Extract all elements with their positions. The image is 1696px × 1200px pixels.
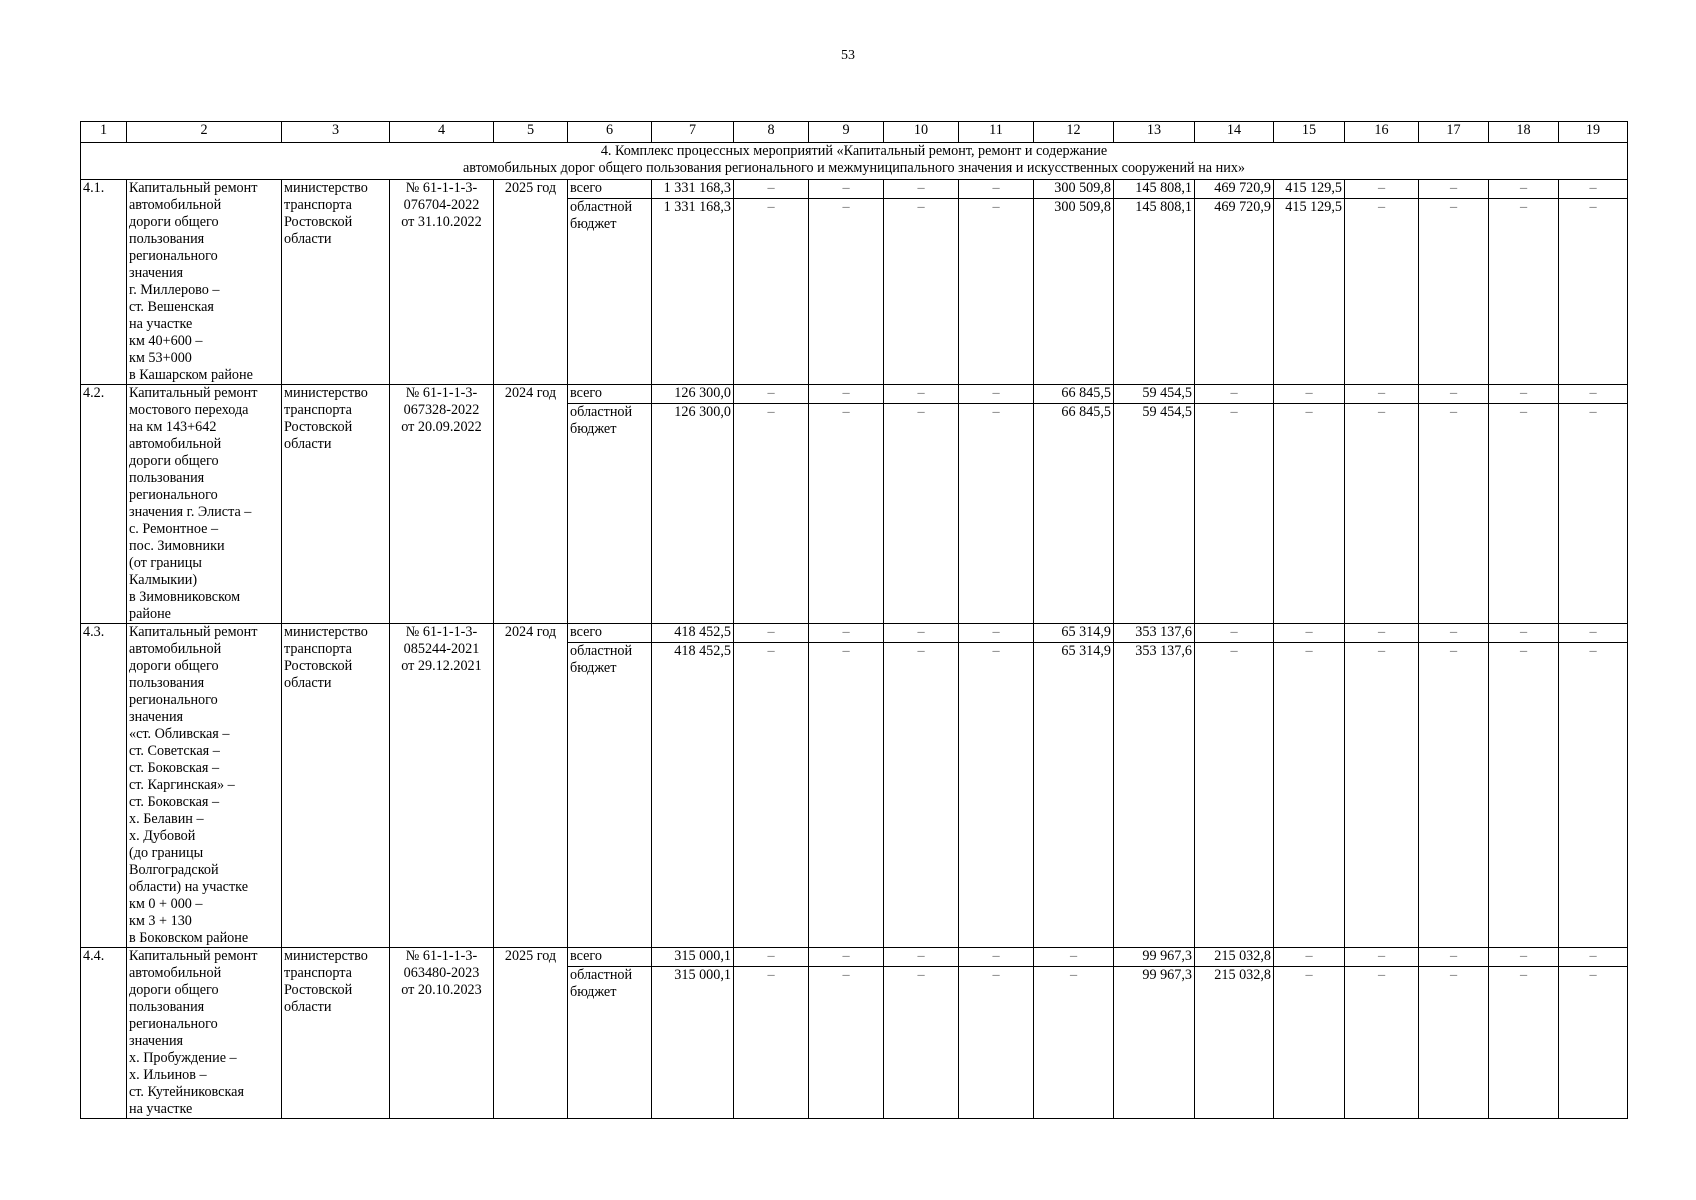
empty-value: – xyxy=(1419,643,1489,948)
amount-value: 99 967,3 xyxy=(1114,948,1195,967)
table-row-total xyxy=(81,180,1628,199)
empty-value: – xyxy=(734,643,809,948)
item-year: 2025 год xyxy=(494,948,568,1119)
item-name: Капитальный ремонт автомобильной дороги общего пользования регионального значения г. Миллерово – ст. Вешенская на участке км 40+600 – км 53+000 в Кашарском районе xyxy=(127,180,282,385)
empty-value: – xyxy=(884,643,959,948)
column-number-row xyxy=(81,122,1628,143)
empty-value: – xyxy=(1345,624,1419,643)
item-executor: министерство транспорта Ростовской области xyxy=(282,180,390,385)
empty-value: – xyxy=(884,385,959,404)
amount-value: 99 967,3 xyxy=(1114,967,1195,1119)
empty-value: – xyxy=(1559,385,1628,404)
amount-value: 66 845,5 xyxy=(1034,404,1114,624)
column-header: 2 xyxy=(127,122,282,143)
empty-value: – xyxy=(1489,967,1559,1119)
column-header: 3 xyxy=(282,122,390,143)
empty-value: – xyxy=(1195,643,1274,948)
empty-value: – xyxy=(1559,967,1628,1119)
amount-value: 1 331 168,3 xyxy=(652,199,734,385)
amount-value: 1 331 168,3 xyxy=(652,180,734,199)
funding-source: всего xyxy=(568,948,652,967)
amount-value: 215 032,8 xyxy=(1195,948,1274,967)
empty-value: – xyxy=(1489,624,1559,643)
column-header: 1 xyxy=(81,122,127,143)
empty-value: – xyxy=(1345,180,1419,199)
column-header: 8 xyxy=(734,122,809,143)
empty-value: – xyxy=(1489,643,1559,948)
column-header: 11 xyxy=(959,122,1034,143)
empty-value: – xyxy=(884,948,959,967)
item-name: Капитальный ремонт автомобильной дороги общего пользования регионального значения х. Пробуждение – х. Ильинов – ст. Кутейниковская на участке xyxy=(127,948,282,1119)
item-number: 4.3. xyxy=(81,624,127,948)
empty-value: – xyxy=(734,199,809,385)
amount-value: 300 509,8 xyxy=(1034,180,1114,199)
funding-source: областной бюджет xyxy=(568,404,652,624)
empty-value: – xyxy=(1419,967,1489,1119)
column-header: 7 xyxy=(652,122,734,143)
empty-value: – xyxy=(734,624,809,643)
column-header: 14 xyxy=(1195,122,1274,143)
amount-value: 65 314,9 xyxy=(1034,643,1114,948)
empty-value: – xyxy=(959,385,1034,404)
empty-value: – xyxy=(1274,967,1345,1119)
empty-value: – xyxy=(1419,948,1489,967)
empty-value: – xyxy=(1195,385,1274,404)
item-year: 2024 год xyxy=(494,385,568,624)
amount-value: 145 808,1 xyxy=(1114,199,1195,385)
column-header: 5 xyxy=(494,122,568,143)
empty-value: – xyxy=(959,948,1034,967)
amount-value: 353 137,6 xyxy=(1114,624,1195,643)
empty-value: – xyxy=(1419,180,1489,199)
item-number: 4.1. xyxy=(81,180,127,385)
section-row xyxy=(81,143,1628,180)
empty-value: – xyxy=(1419,385,1489,404)
item-executor: министерство транспорта Ростовской области xyxy=(282,385,390,624)
empty-value: – xyxy=(734,404,809,624)
empty-value: – xyxy=(1559,643,1628,948)
empty-value: – xyxy=(734,385,809,404)
column-header: 16 xyxy=(1345,122,1419,143)
empty-value: – xyxy=(884,180,959,199)
item-executor: министерство транспорта Ростовской области xyxy=(282,624,390,948)
column-header: 6 xyxy=(568,122,652,143)
empty-value: – xyxy=(1274,385,1345,404)
empty-value: – xyxy=(959,199,1034,385)
amount-value: 469 720,9 xyxy=(1195,199,1274,385)
empty-value: – xyxy=(1559,404,1628,624)
funding-source: областной бюджет xyxy=(568,967,652,1119)
column-header: 9 xyxy=(809,122,884,143)
item-document: № 61-1-1-3- 067328-2022 от 20.09.2022 xyxy=(390,385,494,624)
empty-value: – xyxy=(1559,948,1628,967)
empty-value: – xyxy=(1345,948,1419,967)
empty-value: – xyxy=(1489,199,1559,385)
table-row-total xyxy=(81,624,1628,643)
empty-value: – xyxy=(809,643,884,948)
amount-value: 315 000,1 xyxy=(652,948,734,967)
column-header: 12 xyxy=(1034,122,1114,143)
item-document: № 61-1-1-3- 063480-2023 от 20.10.2023 xyxy=(390,948,494,1119)
item-document: № 61-1-1-3- 085244-2021 от 29.12.2021 xyxy=(390,624,494,948)
empty-value: – xyxy=(959,643,1034,948)
funding-source: всего xyxy=(568,385,652,404)
empty-value: – xyxy=(1345,199,1419,385)
empty-value: – xyxy=(809,967,884,1119)
page-number: 53 xyxy=(841,48,855,63)
funding-source: областной бюджет xyxy=(568,199,652,385)
item-document: № 61-1-1-3- 076704-2022 от 31.10.2022 xyxy=(390,180,494,385)
empty-value: – xyxy=(884,624,959,643)
empty-value: – xyxy=(1419,404,1489,624)
empty-value: – xyxy=(1345,385,1419,404)
amount-value: 415 129,5 xyxy=(1274,180,1345,199)
empty-value: – xyxy=(1489,180,1559,199)
empty-value: – xyxy=(884,404,959,624)
empty-value: – xyxy=(809,624,884,643)
empty-value: – xyxy=(884,967,959,1119)
empty-value: – xyxy=(1034,948,1114,967)
item-executor: министерство транспорта Ростовской области xyxy=(282,948,390,1119)
amount-value: 145 808,1 xyxy=(1114,180,1195,199)
empty-value: – xyxy=(809,948,884,967)
section-title: 4. Комплекс процессных мероприятий «Капитальный ремонт, ремонт и содержание автомобильных дорог общего пользования регионального и межмуниципального значения и искусственных сооружений на них» xyxy=(81,143,1628,180)
empty-value: – xyxy=(1489,404,1559,624)
empty-value: – xyxy=(884,199,959,385)
empty-value: – xyxy=(959,624,1034,643)
column-header: 18 xyxy=(1489,122,1559,143)
item-year: 2025 год xyxy=(494,180,568,385)
empty-value: – xyxy=(1034,967,1114,1119)
empty-value: – xyxy=(809,180,884,199)
amount-value: 418 452,5 xyxy=(652,643,734,948)
empty-value: – xyxy=(734,967,809,1119)
funding-source: областной бюджет xyxy=(568,643,652,948)
empty-value: – xyxy=(1419,199,1489,385)
amount-value: 59 454,5 xyxy=(1114,404,1195,624)
column-header: 10 xyxy=(884,122,959,143)
program-table xyxy=(80,121,1628,1119)
amount-value: 300 509,8 xyxy=(1034,199,1114,385)
item-name: Капитальный ремонт мостового перехода на км 143+642 автомобильной дороги общего пользования регионального значения г. Элиста – с. Ремонтное – пос. Зимовники (от границы Калмыкии) в Зимовниковском районе xyxy=(127,385,282,624)
amount-value: 418 452,5 xyxy=(652,624,734,643)
item-year: 2024 год xyxy=(494,624,568,948)
empty-value: – xyxy=(1345,643,1419,948)
empty-value: – xyxy=(959,967,1034,1119)
column-header: 17 xyxy=(1419,122,1489,143)
empty-value: – xyxy=(734,948,809,967)
empty-value: – xyxy=(1559,180,1628,199)
column-header: 4 xyxy=(390,122,494,143)
empty-value: – xyxy=(959,404,1034,624)
empty-value: – xyxy=(809,199,884,385)
empty-value: – xyxy=(1559,624,1628,643)
item-name: Капитальный ремонт автомобильной дороги общего пользования регионального значения «ст. Обливская – ст. Советская – ст. Боковская – ст. Каргинская» – ст. Боковская – х. Белавин – х. Дубовой (до границы Волгоградской области) на участке км 0 + 000 – км 3 + 130 в Боковском районе xyxy=(127,624,282,948)
empty-value: – xyxy=(1345,404,1419,624)
table-row-total xyxy=(81,948,1628,967)
empty-value: – xyxy=(959,180,1034,199)
amount-value: 126 300,0 xyxy=(652,404,734,624)
empty-value: – xyxy=(1274,404,1345,624)
amount-value: 59 454,5 xyxy=(1114,385,1195,404)
amount-value: 415 129,5 xyxy=(1274,199,1345,385)
empty-value: – xyxy=(1489,948,1559,967)
empty-value: – xyxy=(734,180,809,199)
empty-value: – xyxy=(1274,624,1345,643)
empty-value: – xyxy=(1489,385,1559,404)
amount-value: 469 720,9 xyxy=(1195,180,1274,199)
empty-value: – xyxy=(809,385,884,404)
item-number: 4.2. xyxy=(81,385,127,624)
empty-value: – xyxy=(1274,948,1345,967)
amount-value: 65 314,9 xyxy=(1034,624,1114,643)
column-header: 13 xyxy=(1114,122,1195,143)
table-row-total xyxy=(81,385,1628,404)
empty-value: – xyxy=(1195,404,1274,624)
empty-value: – xyxy=(1419,624,1489,643)
empty-value: – xyxy=(809,404,884,624)
table-body xyxy=(81,122,1628,1119)
funding-source: всего xyxy=(568,624,652,643)
amount-value: 66 845,5 xyxy=(1034,385,1114,404)
funding-source: всего xyxy=(568,180,652,199)
amount-value: 353 137,6 xyxy=(1114,643,1195,948)
empty-value: – xyxy=(1195,624,1274,643)
item-number: 4.4. xyxy=(81,948,127,1119)
column-header: 15 xyxy=(1274,122,1345,143)
empty-value: – xyxy=(1559,199,1628,385)
amount-value: 126 300,0 xyxy=(652,385,734,404)
column-header: 19 xyxy=(1559,122,1628,143)
empty-value: – xyxy=(1345,967,1419,1119)
amount-value: 315 000,1 xyxy=(652,967,734,1119)
amount-value: 215 032,8 xyxy=(1195,967,1274,1119)
empty-value: – xyxy=(1274,643,1345,948)
